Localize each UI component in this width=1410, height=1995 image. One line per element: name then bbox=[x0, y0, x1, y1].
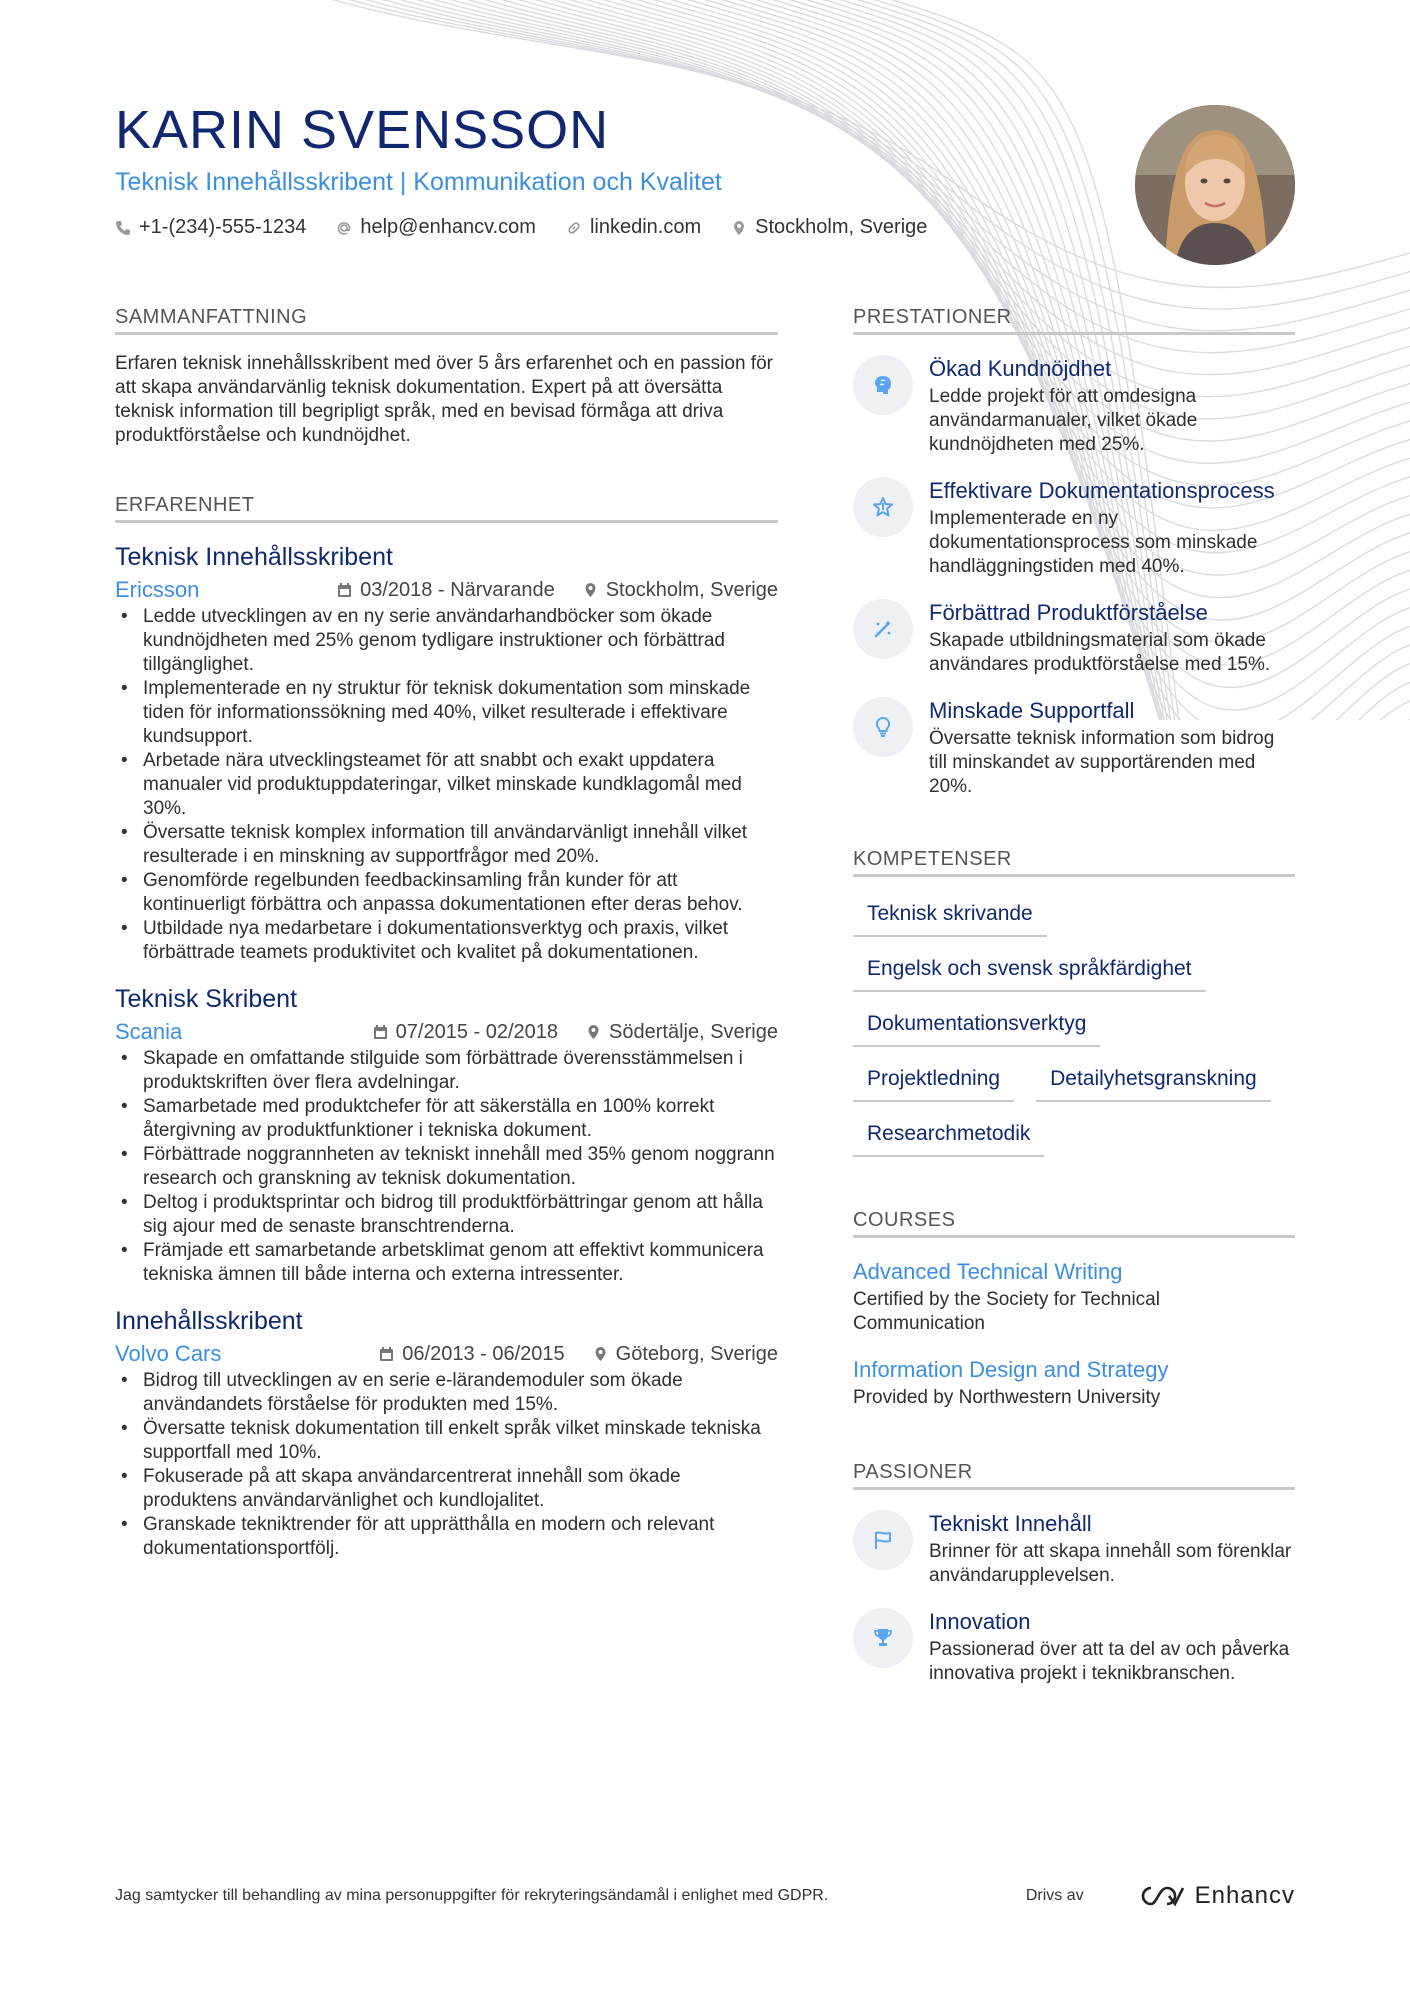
passion-desc: Passionerad över att ta del av och påverka innovativa projekt i teknikbranschen. bbox=[929, 1639, 1290, 1684]
profile-photo bbox=[1135, 105, 1295, 265]
achievement-icon-badge bbox=[853, 355, 913, 415]
job-entry bbox=[115, 983, 778, 1287]
passion-icon-badge bbox=[853, 1510, 913, 1570]
headline: Teknisk Innehållsskribent | Kommunikation och Kvalitet bbox=[115, 168, 722, 196]
location-icon bbox=[583, 582, 598, 598]
achievement-title: Förbättrad Produktförståelse bbox=[929, 600, 1208, 625]
course-title: Advanced Technical Writing bbox=[853, 1259, 1123, 1284]
calendar-icon bbox=[373, 1024, 388, 1040]
job-entry bbox=[115, 541, 778, 965]
contact-phone[interactable] bbox=[115, 216, 306, 239]
job-bullet: • Översatte teknisk dokumentation till enkelt språk vilket minskade tekniska supportfall med 10%. bbox=[115, 1417, 778, 1465]
course-item bbox=[853, 1356, 1295, 1410]
job-bullet: • Skapade en omfattande stilguide som förbättrade överensstämmelsen i produktskriften över flera avdelningar. bbox=[115, 1047, 778, 1095]
skill-tag: Researchmetodik bbox=[853, 1111, 1044, 1157]
portrait-image bbox=[1135, 105, 1295, 265]
achievement-item bbox=[853, 477, 1295, 579]
job-bullets bbox=[115, 605, 778, 965]
achievement-desc: Översatte teknisk information som bidrog till minskandet av supportärenden med 20%. bbox=[929, 728, 1275, 797]
brain-icon bbox=[871, 373, 895, 397]
skill-tag: Detailyhetsgranskning bbox=[1036, 1056, 1271, 1102]
passions-section bbox=[853, 1460, 1295, 1686]
job-bullets bbox=[115, 1369, 778, 1561]
at-icon bbox=[336, 220, 352, 236]
passion-desc: Brinner för att skapa innehåll som förenklar användarupplevelsen. bbox=[929, 1541, 1292, 1586]
achievement-desc: Skapade utbildningsmaterial som ökade användares produktförståelse med 15%. bbox=[929, 630, 1271, 675]
job-bullet: • Genomförde regelbunden feedbackinsamling från kunder för att kontinuerligt förbättra och anpassa dokumentationen efter deras behov. bbox=[115, 869, 778, 917]
job-bullet: • Översatte teknisk komplex information till användarvänligt innehåll vilket resulterade i en minskning av supportfrågor med 20%. bbox=[115, 821, 778, 869]
section-title-summary: SAMMANFATTNING bbox=[115, 305, 778, 335]
calendar-icon bbox=[337, 582, 352, 598]
flag-icon bbox=[871, 1528, 895, 1552]
job-bullet: • Arbetade nära utvecklingsteamet för att snabbt och exakt uppdatera manualer vid produktuppdateringar, vilket minskade kundklagomål med 30%. bbox=[115, 749, 778, 821]
location-icon bbox=[593, 1346, 608, 1362]
contact-linkedin[interactable] bbox=[566, 216, 701, 239]
location-icon bbox=[586, 1024, 601, 1040]
skills-section bbox=[853, 847, 1295, 1166]
skill-tag: Teknisk skrivande bbox=[853, 891, 1047, 937]
achievement-icon-badge bbox=[853, 697, 913, 757]
section-title-skills: KOMPETENSER bbox=[853, 847, 1295, 877]
company-name: Volvo Cars bbox=[115, 1341, 222, 1366]
enhancv-logo[interactable] bbox=[1139, 1882, 1295, 1910]
section-title-achievements: PRESTATIONER bbox=[853, 305, 1295, 335]
candidate-name: KARIN SVENSSON bbox=[115, 100, 610, 160]
left-column bbox=[115, 305, 778, 1561]
achievement-title: Minskade Supportfall bbox=[929, 698, 1135, 723]
location-icon bbox=[731, 220, 747, 236]
enhancv-logo-mark-icon bbox=[1139, 1884, 1185, 1908]
job-bullets bbox=[115, 1047, 778, 1287]
job-bullet: • Deltog i produktsprintar och bidrog till produktförbättringar genom att hålla sig ajour med de senaste branschtrenderna. bbox=[115, 1191, 778, 1239]
achievement-item bbox=[853, 697, 1295, 799]
job-bullet: • Ledde utvecklingen av en ny serie användarhandböcker som ökade kundnöjdheten med 25% genom tydligare instruktioner och förbättrad tillgänglighet. bbox=[115, 605, 778, 677]
trophy-icon bbox=[871, 1626, 895, 1650]
achievement-title: Effektivare Dokumentationsprocess bbox=[929, 478, 1275, 503]
job-dates-text: 03/2018 - Närvarande bbox=[360, 578, 555, 601]
calendar-icon bbox=[379, 1346, 394, 1362]
course-title: Information Design and Strategy bbox=[853, 1357, 1169, 1382]
course-item bbox=[853, 1258, 1295, 1336]
job-title: Teknisk Innehållsskribent bbox=[115, 543, 393, 571]
company-name: Ericsson bbox=[115, 577, 200, 602]
job-bullet: • Samarbetade med produktchefer för att säkerställa en 100% korrekt återgivning av produktfunktioner i tekniska dokument. bbox=[115, 1095, 778, 1143]
job-bullet: • Granskade tekniktrender för att upprätthålla en modern och relevant dokumentationsportfölj. bbox=[115, 1513, 778, 1561]
job-location bbox=[593, 1343, 778, 1366]
job-title: Innehållsskribent bbox=[115, 1307, 303, 1335]
contact-bar bbox=[115, 216, 1115, 239]
job-location-text: Stockholm, Sverige bbox=[605, 578, 778, 601]
page-footer bbox=[115, 1882, 1295, 1910]
job-location bbox=[586, 1021, 778, 1044]
contact-email-text: help@enhancv.com bbox=[360, 216, 536, 238]
contact-linkedin-text: linkedin.com bbox=[589, 216, 702, 238]
summary-text: Erfaren teknisk innehållsskribent med över 5 års erfarenhet och en passion för att skapa användarvänlig teknisk dokumentation. Expert på att översätta teknisk information till begripligt språk, med en bevisad förmåga att driva produktförståelse och kundnöjdhet. bbox=[115, 353, 773, 446]
skills-list bbox=[853, 891, 1295, 1166]
job-location-text: Södertälje, Sverige bbox=[609, 1020, 778, 1043]
achievement-desc: Implementerade en ny dokumentationsprocess som minskade handläggningstiden med 40%. bbox=[929, 508, 1258, 577]
right-column bbox=[853, 305, 1295, 1686]
job-bullet: • Utbildade nya medarbetare i dokumentationsverktyg och praxis, vilket förbättrade teamets produktivitet och kvalitet på dokumentationen. bbox=[115, 917, 778, 965]
contact-location-text: Stockholm, Sverige bbox=[755, 216, 928, 238]
achievement-item bbox=[853, 599, 1295, 677]
job-entry bbox=[115, 1305, 778, 1561]
job-meta bbox=[115, 577, 778, 603]
job-bullet: • Bidrog till utvecklingen av en serie e-lärandemoduler som ökade användandets förståelse för produkten med 15%. bbox=[115, 1369, 778, 1417]
job-location bbox=[583, 579, 778, 602]
passion-item bbox=[853, 1510, 1295, 1588]
achievement-item bbox=[853, 355, 1295, 457]
skill-tag: Projektledning bbox=[853, 1056, 1014, 1102]
summary-section bbox=[115, 305, 778, 448]
magic-wand-icon bbox=[871, 617, 895, 641]
skill-tag: Dokumentationsverktyg bbox=[853, 1001, 1100, 1047]
contact-location bbox=[731, 216, 927, 239]
skill-tag: Engelsk och svensk språkfärdighet bbox=[853, 946, 1206, 992]
job-dates bbox=[379, 1343, 564, 1366]
job-meta bbox=[115, 1341, 778, 1367]
phone-icon bbox=[115, 220, 131, 236]
job-dates bbox=[373, 1021, 558, 1044]
passion-item bbox=[853, 1608, 1295, 1686]
achievement-title: Ökad Kundnöjdhet bbox=[929, 356, 1112, 381]
enhancv-logo-text: Enhancv bbox=[1194, 1882, 1295, 1909]
company-name: Scania bbox=[115, 1019, 183, 1044]
section-title-courses: COURSES bbox=[853, 1208, 1295, 1238]
achievement-icon-badge bbox=[853, 477, 913, 537]
passion-title: Tekniskt Innehåll bbox=[929, 1511, 1092, 1536]
link-icon bbox=[566, 220, 582, 236]
section-title-passions: PASSIONER bbox=[853, 1460, 1295, 1490]
achievement-desc: Ledde projekt för att omdesigna användarmanualer, vilket ökade kundnöjdheten med 25%. bbox=[929, 386, 1198, 455]
job-location-text: Göteborg, Sverige bbox=[615, 1342, 778, 1365]
passion-icon-badge bbox=[853, 1608, 913, 1668]
job-dates-text: 06/2013 - 06/2015 bbox=[402, 1342, 565, 1365]
achievements-section bbox=[853, 305, 1295, 799]
section-title-experience: ERFARENHET bbox=[115, 493, 778, 523]
contact-phone-text: +1-(234)-555-1234 bbox=[139, 216, 307, 238]
course-desc: Provided by Northwestern University bbox=[853, 1387, 1161, 1408]
passion-title: Innovation bbox=[929, 1609, 1031, 1634]
resume-header bbox=[115, 98, 1115, 239]
job-bullet: • Fokuserade på att skapa användarcentrerat innehåll som ökade produktens användarvänlighet och kundlojalitet. bbox=[115, 1465, 778, 1513]
job-bullet: • Implementerade en ny struktur för teknisk dokumentation som minskade tiden för informationssökning med 40%, vilket resulterade i effektivare kundsupport. bbox=[115, 677, 778, 749]
job-meta bbox=[115, 1019, 778, 1045]
job-dates bbox=[337, 579, 555, 602]
gdpr-consent-text: Jag samtycker till behandling av mina personuppgifter för rekryteringsändamål i enlighet med GDPR. bbox=[115, 1887, 829, 1904]
course-desc: Certified by the Society for Technical Communication bbox=[853, 1289, 1160, 1334]
job-dates-text: 07/2015 - 02/2018 bbox=[395, 1020, 559, 1043]
lightbulb-icon bbox=[871, 715, 895, 739]
achievement-icon-badge bbox=[853, 599, 913, 659]
powered-by-label: Drivs av bbox=[1025, 1887, 1084, 1904]
job-bullet: • Främjade ett samarbetande arbetsklimat genom att effektivt kommunicera tekniska ämnen till både interna och externa intressenter. bbox=[115, 1239, 778, 1287]
job-bullet: • Förbättrade noggrannheten av tekniskt innehåll med 35% genom noggrann research och granskning av teknisk dokumentation. bbox=[115, 1143, 778, 1191]
contact-email[interactable] bbox=[336, 216, 536, 239]
job-title: Teknisk Skribent bbox=[115, 985, 298, 1013]
experience-section bbox=[115, 493, 778, 1561]
courses-section bbox=[853, 1208, 1295, 1410]
star-icon bbox=[871, 495, 895, 519]
